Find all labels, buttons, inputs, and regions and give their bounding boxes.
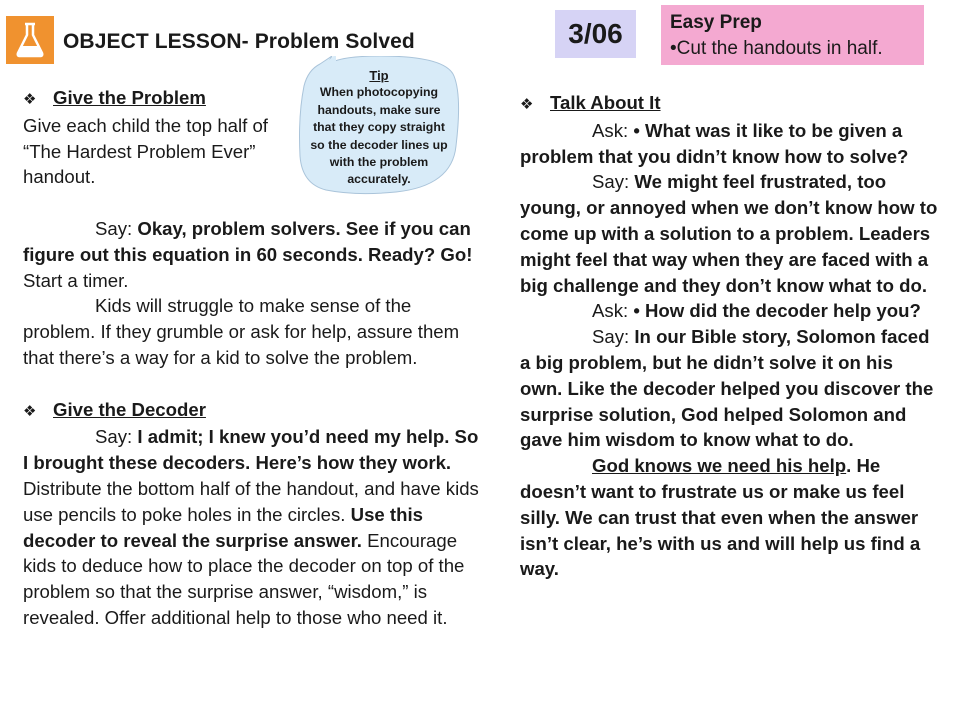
easy-prep-box <box>661 5 924 65</box>
section-intro-text: Give each child the top half of “The Hardest Problem Ever” handout. <box>23 114 268 188</box>
say-paragraph-3: Say: We might feel frustrated, too young, or annoyed when we don’t know how to come up with a solution to a problem. Leaders might feel that way when they are faced with a big challenge and they don’t know what to do. <box>520 171 938 296</box>
section-heading-give-decoder: ❖ Give the Decoder <box>23 397 483 425</box>
easy-prep-title: Easy Prep <box>670 12 762 33</box>
flask-icon-box <box>6 16 54 64</box>
date-badge: 3/06 <box>555 10 636 58</box>
section-heading-talk-about-it: ❖ Talk About It <box>520 90 940 118</box>
say-paragraph-1: Say: Okay, problem solvers. See if you can figure out this equation in 60 seconds. Ready? Go! Start a timer. <box>23 217 473 291</box>
description-paragraph-1: Kids will struggle to make sense of the problem. If they grumble or ask for help, assure them that there’s a way for a kid to solve the problem. <box>23 295 460 368</box>
flask-icon <box>13 21 47 59</box>
ask-paragraph-2: Ask: • How did the decoder help you? <box>592 300 921 322</box>
tip-content <box>306 67 452 189</box>
say-paragraph-2: Say: I admit; I knew you’d need my help. So I brought these decoders. Here’s how they work. Distribute the bottom half of the handout, and have kids use pencils to poke holes in the circles. Use this decoder to reveal the surprise answer. Encourage kids to deduce how to place the decoder on top of the problem so that the surprise answer, “wisdom,” is revealed. Offer additional help to those who need it. <box>23 426 479 628</box>
closing-paragraph: God knows we need his help. He doesn’t want to frustrate us or make us feel silly. We can trust that even when the answer isn’t clear, he’s with us and will help us find a way. <box>520 455 921 580</box>
diamond-bullet-icon: ❖ <box>23 91 37 108</box>
ask-paragraph-1: Ask: • What was it like to be given a problem that you didn’t know how to solve? <box>520 119 909 167</box>
section-heading-give-problem: ❖ Give the Problem <box>23 85 483 113</box>
say-paragraph-4: Say: In our Bible story, Solomon faced a big problem, but he didn’t solve it on his own. Like the decoder helped you discover the surprise solution, God helped Solomon and gave him wisdom to know what to do. <box>520 326 934 451</box>
diamond-bullet-icon: ❖ <box>520 96 534 113</box>
right-column <box>520 90 940 582</box>
page-title: OBJECT LESSON- Problem Solved <box>63 30 415 53</box>
diamond-bullet-icon: ❖ <box>23 402 37 420</box>
easy-prep-text: •Cut the handouts in half. <box>670 38 883 59</box>
tip-bubble <box>296 56 462 196</box>
tip-text: When photocopying handouts, make sure that they copy straight so the decoder lines up with the problem accurately. <box>310 85 448 187</box>
tip-title: Tip <box>369 68 389 83</box>
